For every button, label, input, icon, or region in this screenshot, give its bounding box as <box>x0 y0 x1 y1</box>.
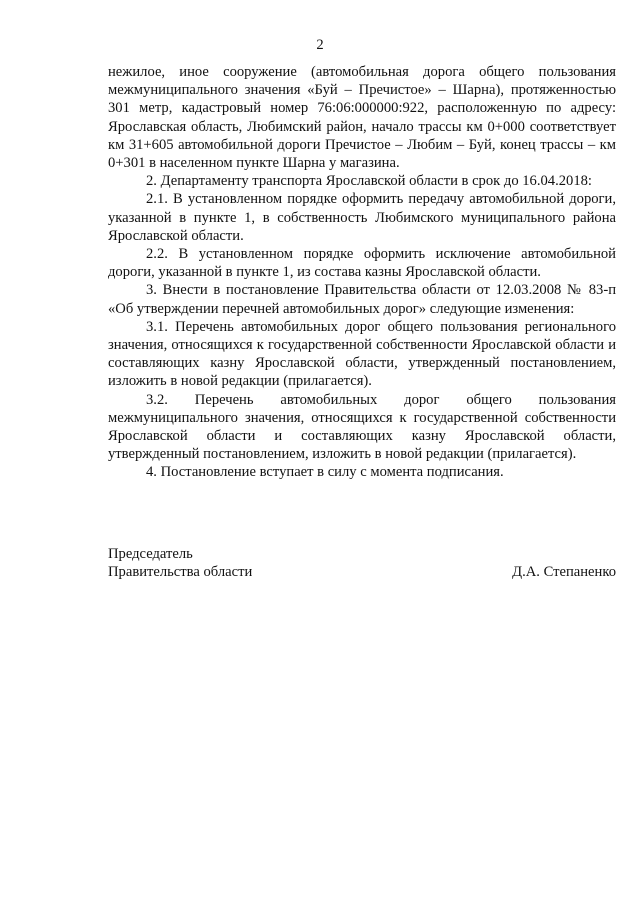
paragraph-3-2: 3.2. Перечень автомобильных дорог общего пользования межмуниципального значения, относящихся к государственной собственности Ярославской области и составляющих казну Ярославской области, утвержденный постановлением, изложить в новой редакции (прилагается). <box>108 391 616 463</box>
page-number: 2 <box>316 37 324 53</box>
signature-block <box>108 545 616 581</box>
signatory-name: Д.А. Степаненко <box>512 564 616 581</box>
signatory-title-line1: Председатель <box>108 546 193 562</box>
document-body <box>108 63 616 482</box>
signatory-title-line2: Правительства области <box>108 564 253 581</box>
paragraph-4: 4. Постановление вступает в силу с момента подписания. <box>146 464 504 481</box>
paragraph-3: 3. Внести в постановление Правительства области от 12.03.2008 № 83-п «Об утверждении перечней автомобильных дорог» следующие изменения: <box>108 282 616 317</box>
signature-row <box>108 563 616 581</box>
paragraph-2-1: 2.1. В установленном порядке оформить передачу автомобильной дороги, указанной в пункте 1, в собственность Любимского муниципального района Ярославской области. <box>108 191 616 244</box>
paragraph-2-2: 2.2. В установленном порядке оформить исключение автомобильной дороги, указанной в пункте 1, из состава казны Ярославской области. <box>108 246 616 281</box>
paragraph-1-continuation: нежилое, иное сооружение (автомобильная дорога общего пользования межмуниципального значения «Буй – Пречистое» – Шарна), протяженностью 301 метр, кадастровый номер 76:06:000000:922, расположенную по адресу: Ярославская область, Любимский район, начало трассы км 0+000 соответствует км 31+605 автомобильной дороги Пречистое – Любим – Буй, конец трассы – км 0+301 в населенном пункте Шарна у магазина. <box>108 64 616 172</box>
paragraph-3-1: 3.1. Перечень автомобильных дорог общего пользования регионального значения, относящихся к государственной собственности Ярославской области и составляющих казну Ярославской области, утвержденный постановлением, изложить в новой редакции (прилагается). <box>108 318 616 390</box>
paragraph-2: 2. Департаменту транспорта Ярославской области в срок до 16.04.2018: <box>146 173 592 190</box>
